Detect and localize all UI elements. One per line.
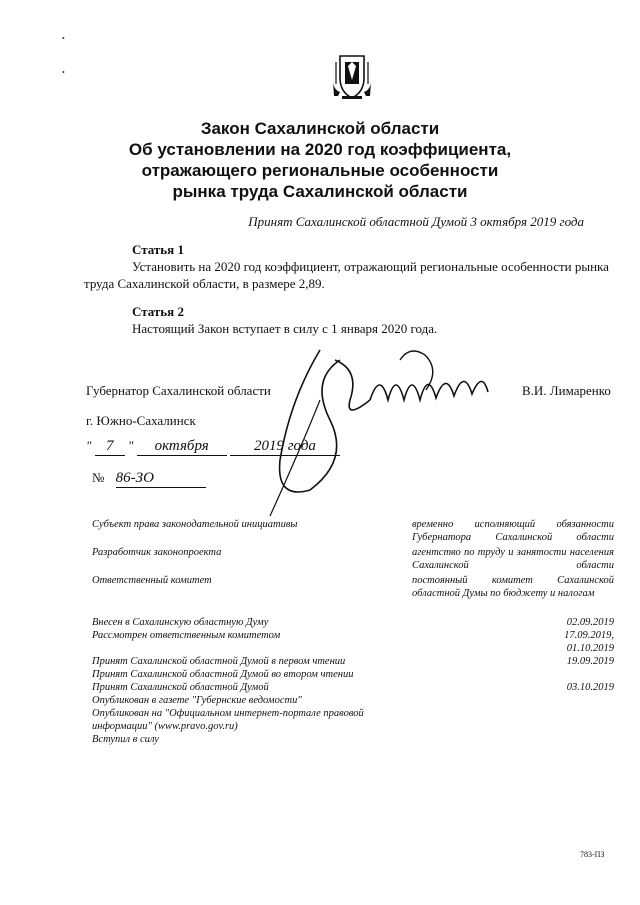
meta-label: Ответственный комитет (92, 575, 212, 586)
article-text: Настоящий Закон вступает в силу с 1 января 2020 года. (132, 321, 438, 336)
number-label: № (92, 470, 105, 485)
governor-title: Губернатор Сахалинской области (86, 383, 271, 398)
history-date: 03.10.2019 (566, 682, 614, 693)
history-row (92, 642, 614, 655)
meta-label: Субъект права законодательной инициативы (92, 519, 298, 530)
article-2 (84, 304, 614, 337)
law-title (0, 118, 640, 202)
article-heading: Статья 2 (132, 304, 184, 319)
history-row (92, 694, 614, 707)
document-code: 783-ПЗ (580, 850, 605, 859)
title-main: Об установлении на 2020 год коэффициента, отражающего региональные особенности рынка труда Сахалинской области (128, 140, 512, 201)
history-label: Принят Сахалинской областной Думой во втором чтении (92, 669, 354, 680)
history-label: Внесен в Сахалинскую областную Думу (92, 617, 269, 628)
history-row (92, 616, 614, 629)
history-date: 17.09.2019, (564, 630, 614, 641)
city: г. Южно-Сахалинск (86, 413, 196, 428)
history-table (92, 616, 614, 746)
number-line (92, 470, 206, 488)
date-day: 7 (95, 438, 125, 456)
governor-name: В.И. Лимаренко (522, 383, 611, 398)
coat-of-arms-emblem (330, 52, 374, 102)
history-row (92, 629, 614, 642)
history-label: Опубликован в газете "Губернские ведомости" (92, 695, 302, 706)
adopted-line: Принят Сахалинской областной Думой 3 октября 2019 года (248, 214, 584, 229)
history-date: 02.09.2019 (566, 617, 614, 628)
history-row (92, 655, 614, 668)
history-row (92, 733, 614, 746)
date-quote: " (86, 438, 92, 453)
article-text: Установить на 2020 год коэффициент, отражающий региональные особенности рынка труда Сахалинской области, в размере 2,89. (84, 259, 609, 291)
date-month: октября (137, 438, 227, 456)
meta-value: агентство по труду и занятости населения Сахалинской области (412, 547, 614, 571)
history-label: Вступил в силу (92, 734, 159, 745)
history-label: Принят Сахалинской областной Думой (92, 682, 269, 693)
history-date: 01.10.2019 (566, 643, 614, 654)
history-row (92, 668, 614, 681)
article-heading: Статья 1 (132, 242, 184, 257)
handwritten-signature (250, 340, 510, 525)
meta-label: Разработчик законопроекта (92, 547, 222, 558)
history-date: 19.09.2019 (566, 656, 614, 667)
history-row (92, 681, 614, 694)
margin-mark: • (62, 34, 65, 43)
number-value: 86-ЗО (116, 470, 206, 488)
title-line: Закон Сахалинской области (200, 119, 440, 138)
date-quote: " (127, 438, 134, 453)
history-label: Принят Сахалинской областной Думой в первом чтении (92, 656, 346, 667)
history-label: Рассмотрен ответственным комитетом (92, 630, 281, 641)
date-line (86, 438, 340, 456)
meta-value: постоянный комитет Сахалинской областной Думы по бюджету и налогам (412, 575, 614, 599)
history-label: Опубликован на "Официальном интернет-портале правовой информации" (www.pravo.gov.ru) (92, 708, 364, 732)
meta-value: временно исполняющий обязанности Губернатора Сахалинской области (412, 519, 614, 543)
date-year: 2019 года (230, 438, 340, 456)
margin-mark: • (62, 68, 65, 77)
history-row (92, 707, 422, 733)
article-1 (84, 242, 614, 292)
